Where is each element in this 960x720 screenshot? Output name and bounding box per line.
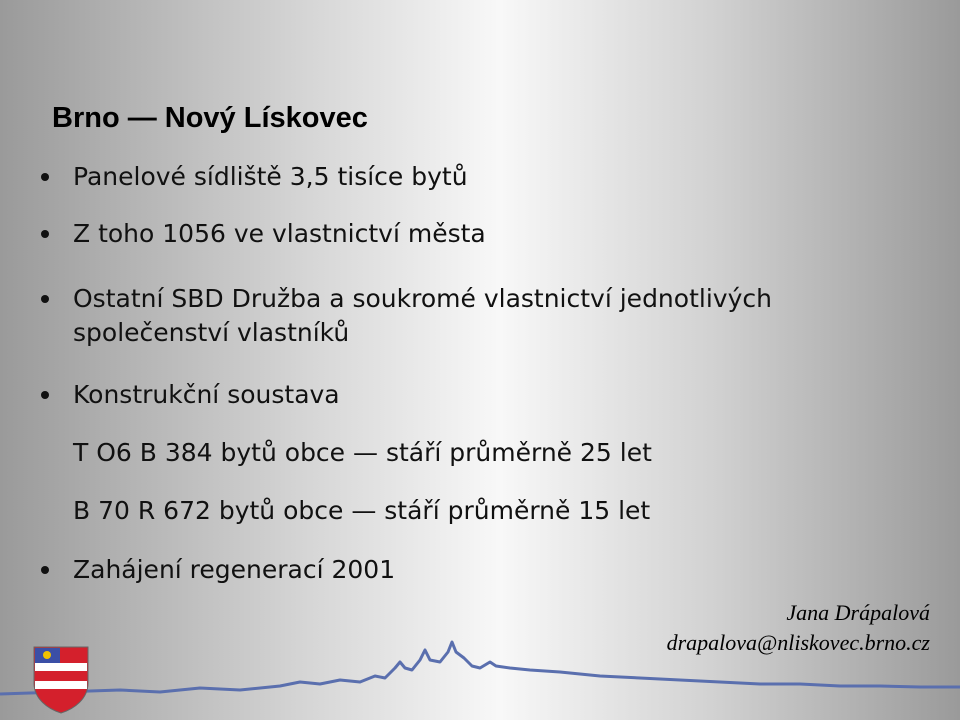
city-skyline-icon xyxy=(0,632,960,720)
list-item xyxy=(40,217,920,251)
list-item xyxy=(40,160,920,194)
list-item-text: Zahájení regenerací 2001 xyxy=(73,555,396,584)
slide-title: Brno — Nový Lískovec xyxy=(52,102,368,134)
bullet-icon xyxy=(41,230,49,238)
city-crest-icon xyxy=(32,645,90,715)
list-item xyxy=(40,494,920,528)
list-item-text: Panelové sídliště 3,5 tisíce bytů xyxy=(73,162,468,191)
bullet-icon xyxy=(41,566,49,574)
list-item-text: T O6 B 384 bytů obce — stáří průměrně 25 let xyxy=(73,438,652,467)
author-name: Jana Drápalová xyxy=(786,600,930,625)
list-item xyxy=(40,436,920,470)
bullet-icon xyxy=(41,391,49,399)
bullet-icon xyxy=(41,173,49,181)
list-item xyxy=(40,553,920,587)
list-item-text: Konstrukční soustava xyxy=(73,380,340,409)
bullet-icon xyxy=(41,295,49,303)
list-item-text: B 70 R 672 bytů obce — stáří průměrně 15 let xyxy=(73,496,651,525)
list-item xyxy=(40,282,920,350)
author-email: drapalova@nliskovec.brno.cz xyxy=(666,630,930,655)
list-item-text: Ostatní SBD Družba a soukromé vlastnictví jednotlivých společenství vlastníků xyxy=(73,284,772,347)
list-item xyxy=(40,378,920,412)
list-item-text: Z toho 1056 ve vlastnictví města xyxy=(73,219,486,248)
